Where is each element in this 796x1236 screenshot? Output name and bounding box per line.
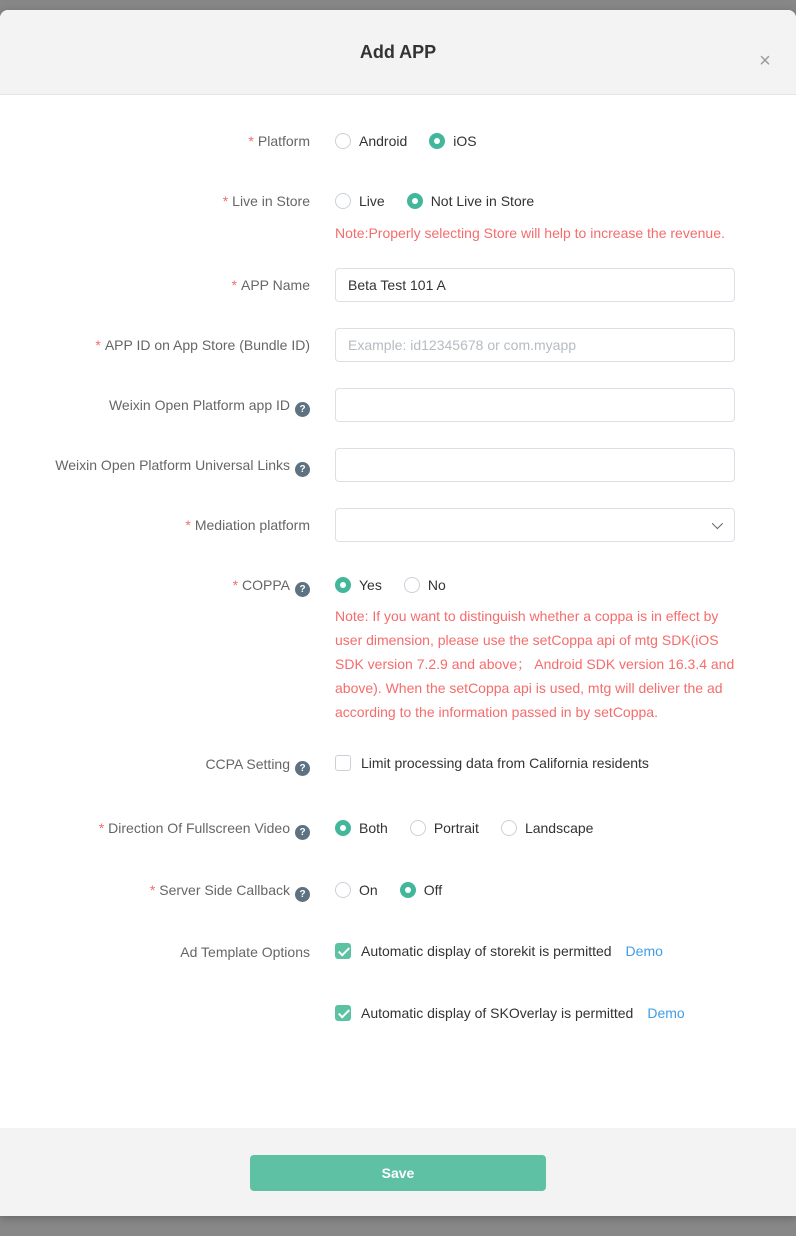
radio-checked-icon[interactable] [407, 193, 423, 209]
radio-unchecked-icon[interactable] [410, 820, 426, 836]
direction-option-both-label: Both [359, 820, 388, 836]
weixin-app-id-row [0, 388, 796, 422]
help-icon[interactable]: ? [295, 887, 310, 902]
save-button[interactable]: Save [250, 1155, 546, 1191]
store-note-text: Note:Properly selecting Store will help to increase the revenue. [335, 225, 725, 241]
close-icon[interactable]: × [759, 50, 771, 72]
storekit-checkbox-item[interactable] [335, 942, 745, 960]
live-in-store-label: * Live in Store [222, 193, 310, 209]
weixin-universal-links-input[interactable] [335, 448, 735, 482]
radio-unchecked-icon[interactable] [335, 882, 351, 898]
modal-title: Add APP [359, 42, 437, 62]
ad-template-options-row [0, 942, 796, 962]
direction-option-landscape-label: Landscape [524, 820, 594, 836]
callback-radio-off[interactable] [400, 882, 442, 898]
storekit-demo-link[interactable]: Demo [625, 943, 663, 959]
checkbox-unchecked-icon[interactable] [335, 755, 351, 771]
live-in-store-row [0, 191, 796, 245]
ccpa-setting-label: CCPA Setting ? [0, 754, 310, 776]
radio-unchecked-icon[interactable] [335, 133, 351, 149]
help-icon[interactable]: ? [295, 402, 310, 417]
modal-header [0, 10, 796, 95]
coppa-note-text: Note: If you want to distinguish whether a coppa is in effect by user dimension, please use the setCoppa api of mtg SDK(iOS SDK version 7.2.9 and above； Android SDK version 16.3.4 and above). When the setCoppa api is used, mtg will deliver the ad according to the information passed in by setCoppa. [335, 608, 735, 720]
ad-template-options-row-2 [0, 1004, 796, 1022]
coppa-label: * COPPA ? [0, 575, 310, 597]
live-radio-live[interactable] [335, 193, 385, 209]
ccpa-checkbox-item[interactable] [335, 754, 745, 772]
skoverlay-checkbox-label: Automatic display of SKOverlay is permitted [361, 1005, 634, 1021]
direction-radio-portrait[interactable] [410, 820, 479, 836]
weixin-universal-links-row [0, 448, 796, 482]
platform-radio-ios[interactable] [429, 133, 476, 149]
coppa-row [0, 575, 796, 724]
direction-row [0, 818, 796, 840]
callback-option-off-label: Off [423, 882, 443, 898]
platform-option-ios-label: iOS [453, 133, 477, 149]
callback-option-on-label: On [359, 882, 378, 898]
mediation-platform-row [0, 508, 796, 542]
ccpa-setting-row [0, 754, 796, 776]
callback-radio-on[interactable] [335, 882, 378, 898]
mediation-platform-select[interactable] [335, 508, 735, 542]
coppa-radio-yes[interactable] [335, 577, 382, 593]
checkbox-checked-icon[interactable] [335, 1005, 351, 1021]
platform-label: * Platform [248, 133, 310, 149]
live-radio-not-live[interactable] [407, 193, 535, 209]
live-option-not-live-label: Not Live in Store [430, 193, 535, 209]
platform-option-android-label: Android [359, 133, 408, 149]
checkbox-checked-icon[interactable] [335, 943, 351, 959]
radio-unchecked-icon[interactable] [335, 193, 351, 209]
help-icon[interactable]: ? [295, 582, 310, 597]
app-name-row [0, 268, 796, 302]
required-asterisk: * [185, 517, 191, 533]
weixin-app-id-label: Weixin Open Platform app ID ? [0, 388, 310, 422]
required-asterisk: * [95, 337, 101, 353]
radio-checked-icon[interactable] [335, 820, 351, 836]
skoverlay-checkbox-item[interactable] [335, 1004, 745, 1022]
add-app-form [0, 95, 796, 1128]
weixin-app-id-input[interactable] [335, 388, 735, 422]
platform-radio-android[interactable] [335, 133, 407, 149]
bundle-id-input[interactable] [335, 328, 735, 362]
app-name-input[interactable] [335, 268, 735, 302]
storekit-checkbox-label: Automatic display of storekit is permitted [361, 943, 612, 959]
direction-label: * Direction Of Fullscreen Video ? [0, 818, 310, 840]
app-name-label: * APP Name [231, 277, 310, 293]
add-app-modal [0, 10, 796, 1216]
required-asterisk: * [248, 133, 254, 149]
radio-checked-icon[interactable] [429, 133, 445, 149]
radio-checked-icon[interactable] [335, 577, 351, 593]
direction-radio-landscape[interactable] [501, 820, 594, 836]
platform-row [0, 131, 796, 151]
direction-option-portrait-label: Portrait [433, 820, 479, 836]
required-asterisk: * [231, 277, 237, 293]
skoverlay-demo-link[interactable]: Demo [647, 1005, 685, 1021]
live-option-live-label: Live [359, 193, 385, 209]
coppa-option-yes-label: Yes [359, 577, 382, 593]
help-icon[interactable]: ? [295, 825, 310, 840]
mediation-platform-label: * Mediation platform [185, 517, 310, 533]
bundle-id-label: * APP ID on App Store (Bundle ID) [95, 337, 310, 353]
ccpa-checkbox-label: Limit processing data from California residents [361, 755, 649, 771]
ad-template-options-label: Ad Template Options [180, 944, 310, 960]
radio-checked-icon[interactable] [400, 882, 416, 898]
bundle-id-row [0, 328, 796, 362]
required-asterisk: * [222, 193, 229, 209]
server-side-callback-label: * Server Side Callback ? [0, 880, 310, 902]
weixin-universal-links-label: Weixin Open Platform Universal Links ? [0, 448, 310, 482]
chevron-down-icon [712, 518, 723, 529]
direction-radio-both[interactable] [335, 820, 388, 836]
required-asterisk: * [149, 882, 156, 898]
server-side-callback-row [0, 880, 796, 902]
required-asterisk: * [98, 820, 105, 836]
radio-unchecked-icon[interactable] [501, 820, 517, 836]
help-icon[interactable]: ? [295, 462, 310, 477]
modal-footer [0, 1128, 796, 1216]
required-asterisk: * [232, 577, 239, 593]
help-icon[interactable]: ? [295, 761, 310, 776]
coppa-radio-no[interactable] [404, 577, 446, 593]
radio-unchecked-icon[interactable] [404, 577, 420, 593]
coppa-option-no-label: No [427, 577, 446, 593]
